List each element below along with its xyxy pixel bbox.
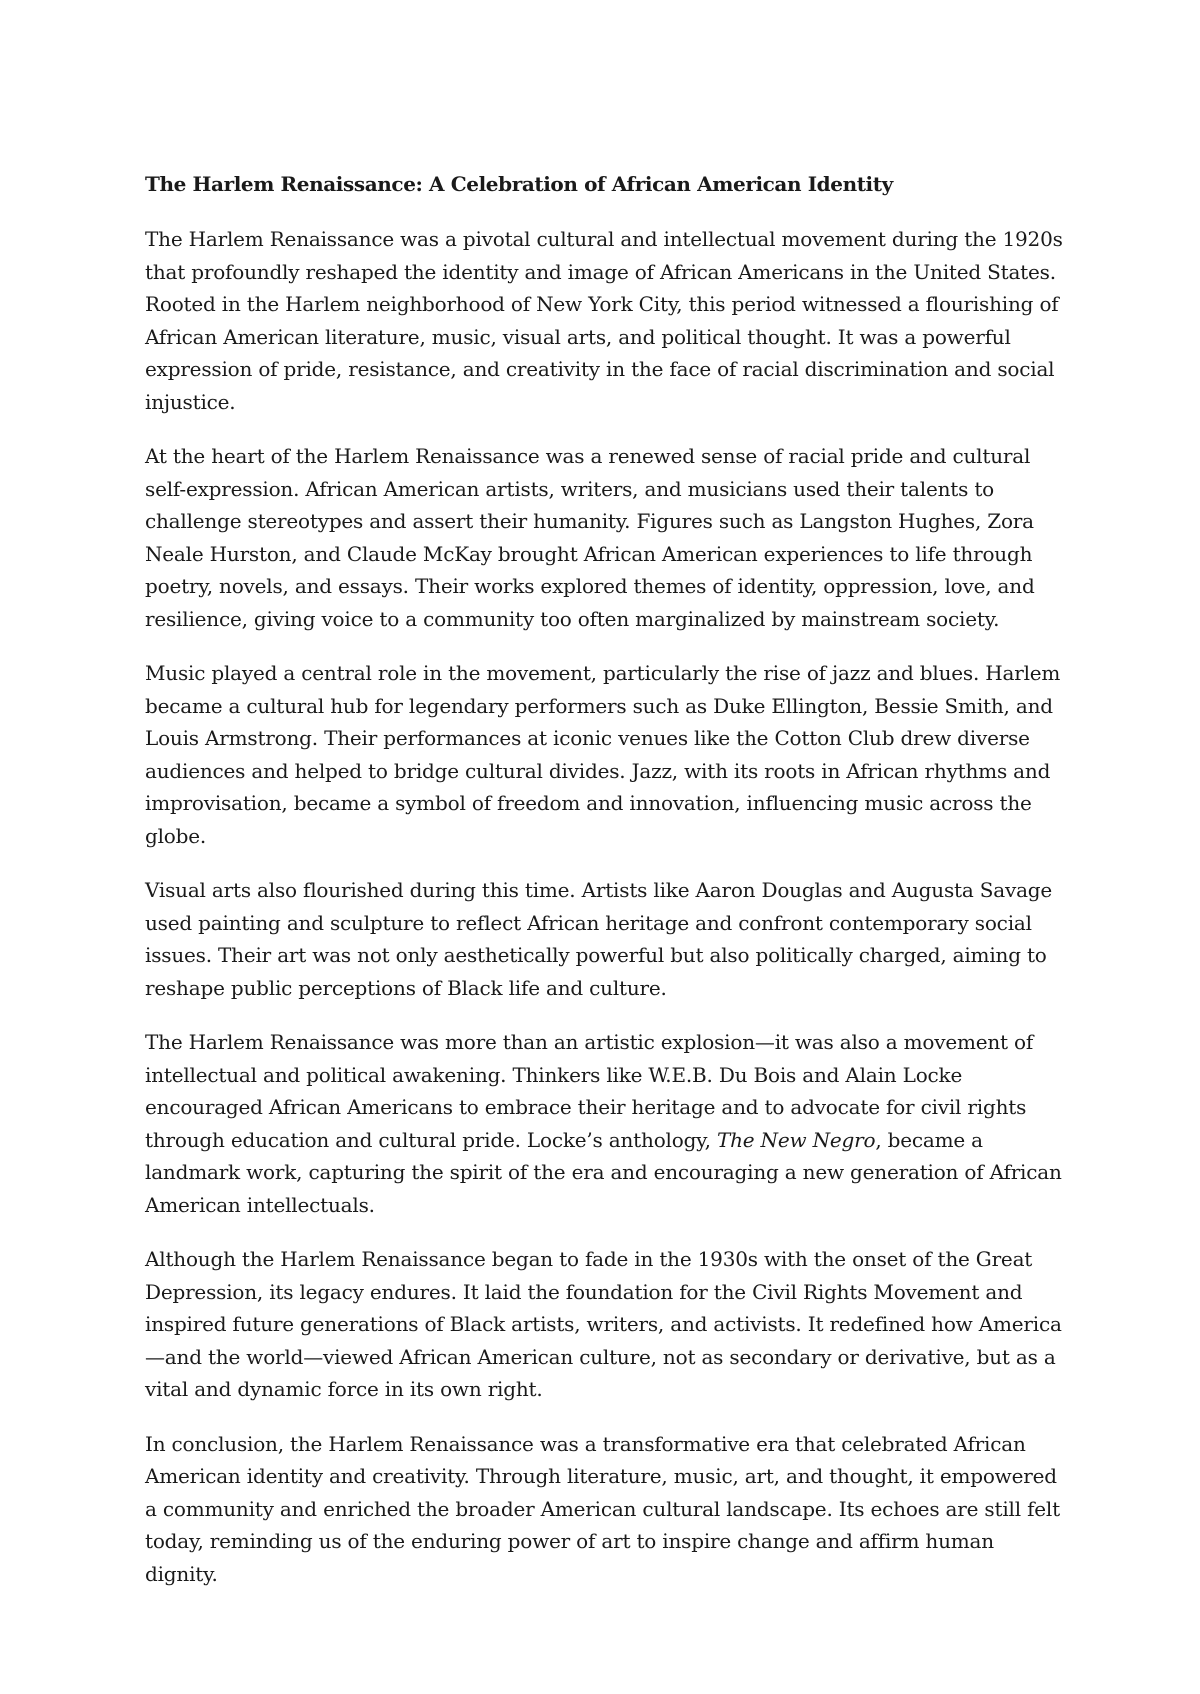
paragraph-conclusion: In conclusion, the Harlem Renaissance was a transformative era that celebrated African American identity and creativity. Through literature, music, art, and thought, it empowered a community and enriched the broader American cultural landscape. Its echoes are still felt today, reminding us of the enduring power of art to inspire change and affirm human dignity. xyxy=(145,1431,1060,1586)
paragraph-text-after-title: , became a landmark work, capturing the spirit of the era and encouraging a new generation of African American intellectuals. xyxy=(145,1127,1062,1217)
paragraph-text-before-title: The Harlem Renaissance was more than an artistic explosion—it was also a movement of intellectual and political awakening. Thinkers like W.E.B. Du Bois and Alain Locke encouraged African Americans to embrace their heritage and to advocate for civil rights through education and cultural pride. Locke’s anthology, xyxy=(145,1030,1034,1152)
paragraph-intellectual-awakening xyxy=(145,1026,1065,1221)
book-title-italic: The New Negro xyxy=(716,1127,876,1152)
paragraph-legacy: Although the Harlem Renaissance began to fade in the 1930s with the onset of the Great Depression, its legacy endures. It laid the foundation for the Civil Rights Movement and inspired future generations of Black artists, writers, and activists. It redefined how America—and the world—viewed African American culture, not as secondary or derivative, but as a vital and dynamic force in its own right. xyxy=(145,1247,1062,1401)
document-title: The Harlem Renaissance: A Celebration of African American Identity xyxy=(145,172,893,196)
document-body xyxy=(145,168,1065,1612)
paragraph-visual-arts: Visual arts also flourished during this time. Artists like Aaron Douglas and Augusta Savage used painting and sculpture to reflect African heritage and confront contemporary social issues. Their art was not only aesthetically powerful but also politically charged, aiming to reshape public perceptions of Black life and culture. xyxy=(145,878,1053,1000)
paragraph-music: Music played a central role in the movement, particularly the rise of jazz and blues. Harlem became a cultural hub for legendary performers such as Duke Ellington, Bessie Smith, and Louis Armstrong. Their performances at iconic venues like the Cotton Club drew diverse audiences and helped to bridge cultural divides. Jazz, with its roots in African rhythms and improvisation, became a symbol of freedom and innovation, influencing music across the globe. xyxy=(145,661,1061,848)
paragraph-racial-pride: At the heart of the Harlem Renaissance was a renewed sense of racial pride and cultural self-expression. African American artists, writers, and musicians used their talents to challenge stereotypes and assert their humanity. Figures such as Langston Hughes, Zora Neale Hurston, and Claude McKay brought African American experiences to life through poetry, novels, and essays. Their works explored themes of identity, oppression, love, and resilience, giving voice to a community too often marginalized by mainstream society. xyxy=(145,444,1035,631)
paragraph-intro: The Harlem Renaissance was a pivotal cultural and intellectual movement during the 1920s that profoundly reshaped the identity and image of African Americans in the United States. Rooted in the Harlem neighborhood of New York City, this period witnessed a flourishing of African American literature, music, visual arts, and political thought. It was a powerful expression of pride, resistance, and creativity in the face of racial discrimination and social injustice. xyxy=(145,227,1063,414)
